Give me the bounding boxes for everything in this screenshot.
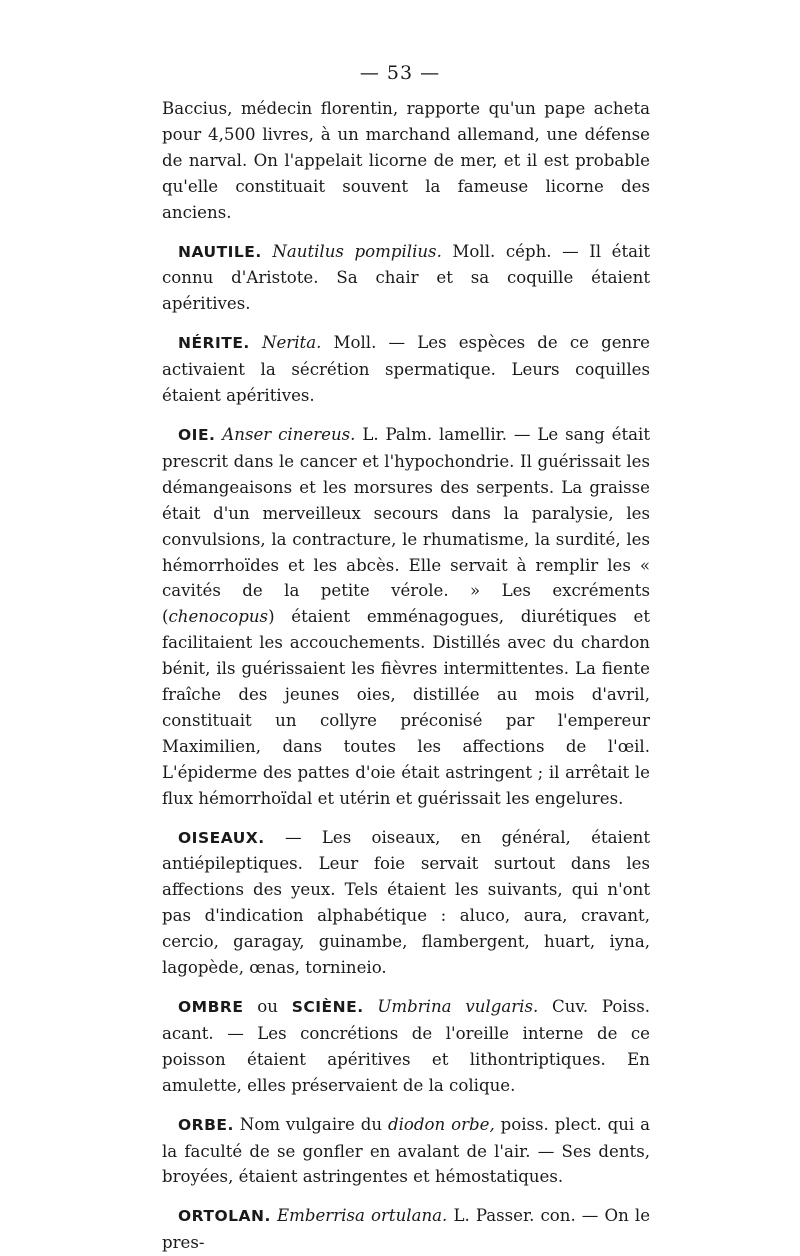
entry-text: L. Palm. lamellir. — Le sang était prescrit dans le cancer et l'hypochondrie. Il guérissait les démangeaisons et les morsures des serpents. La graisse était d'un merveilleux secours dans la paralysie, les convulsions, la contracture, le rhumatisme, la surdité, les hémorrhoïdes et les abcès. Elle servait à remplir les « cavités de la petite vérole. » Les excréments (: [162, 424, 651, 627]
headword: NAUTILE.: [178, 242, 262, 261]
latin-name: Emberrisa ortulana.: [277, 1206, 448, 1226]
page-body: [162, 96, 650, 1256]
intro-paragraph: Baccius, médecin florentin, rapporte qu'un pape acheta pour 4,500 livres, à un marchand allemand, une défense de narval. On l'appelait licorne de mer, et il est probable qu'elle constituait souvent la fameuse licorne des anciens.: [162, 99, 650, 222]
entry-text: Moll. céph. — Il était connu d'Aristote. Sa chair et sa coquille étaient apéritives.: [162, 241, 651, 314]
headword: OISEAUX.: [178, 828, 265, 847]
entry-text: poiss. plect. qui a la faculté de se gonfler en avalant de l'air. — Ses dents, broyées, étaient astringentes et hémostatiques.: [162, 1114, 650, 1187]
entry-oiseaux: [162, 825, 650, 981]
entry-text: L. Passer. con. — On le pres-: [162, 1206, 651, 1253]
page-number: — 53 —: [359, 62, 441, 84]
latin-name: chenocopus: [168, 607, 269, 627]
entry-ombre: [162, 994, 650, 1099]
latin-name: Nerita.: [261, 333, 322, 353]
entry-text: ) étaient emménagogues, diurétiques et facilitaient les accouchements. Distillés avec du chardon bénit, ils guérissaient les fièvres intermittentes. La fiente fraîche des jeunes oies, distillée au mois d'avril, constituait un collyre préconisé par l'empereur Maximilien, dans toutes les affections de l'œil. L'épiderme des pattes d'oie était astringent ; il arrêtait le flux hémorrhoïdal et utérin et guérissait les engelures.: [162, 607, 650, 808]
connector: ou: [257, 997, 278, 1016]
headword: NÉRITE.: [178, 334, 250, 353]
headword: OIE.: [178, 425, 216, 444]
entry-nerite: [162, 330, 650, 409]
entry-text: — Les oiseaux, en général, étaient antiépileptiques. Leur foie servait surtout dans les affections des yeux. Tels étaient les suivants, qui n'ont pas d'indication alphabétique : aluco, aura, cravant, cercio, garagay, guinambe, flambergent, huart, iyna, lagopède, œnas, tornineio.: [162, 827, 650, 978]
headword: OMBRE: [178, 998, 244, 1016]
headword: ORBE.: [178, 1115, 234, 1134]
entry-text: Cuv. Poiss. acant. — Les concrétions de l'oreille interne de ce poisson étaient apéritives et lithontriptiques. En amulette, elles préservaient de la colique.: [162, 997, 650, 1095]
entry-text: Nom vulgaire du: [239, 1114, 383, 1134]
entry-nautile: [162, 239, 650, 318]
headword: ORTOLAN.: [178, 1207, 271, 1226]
headword: SCIÈNE.: [291, 998, 364, 1016]
entry-oie: [162, 422, 650, 812]
entry-ortolan: [162, 1203, 650, 1256]
entry-orbe: [162, 1112, 650, 1191]
entry-text: Moll. — Les espèces de ce genre activaient la sécrétion spermatique. Leurs coquilles étaient apéritives.: [162, 333, 650, 406]
latin-name: Umbrina vulgaris.: [377, 997, 539, 1016]
latin-name: diodon orbe,: [387, 1114, 495, 1134]
latin-name: Anser cinereus.: [222, 424, 356, 444]
latin-name: Nautilus pompilius.: [272, 241, 442, 261]
